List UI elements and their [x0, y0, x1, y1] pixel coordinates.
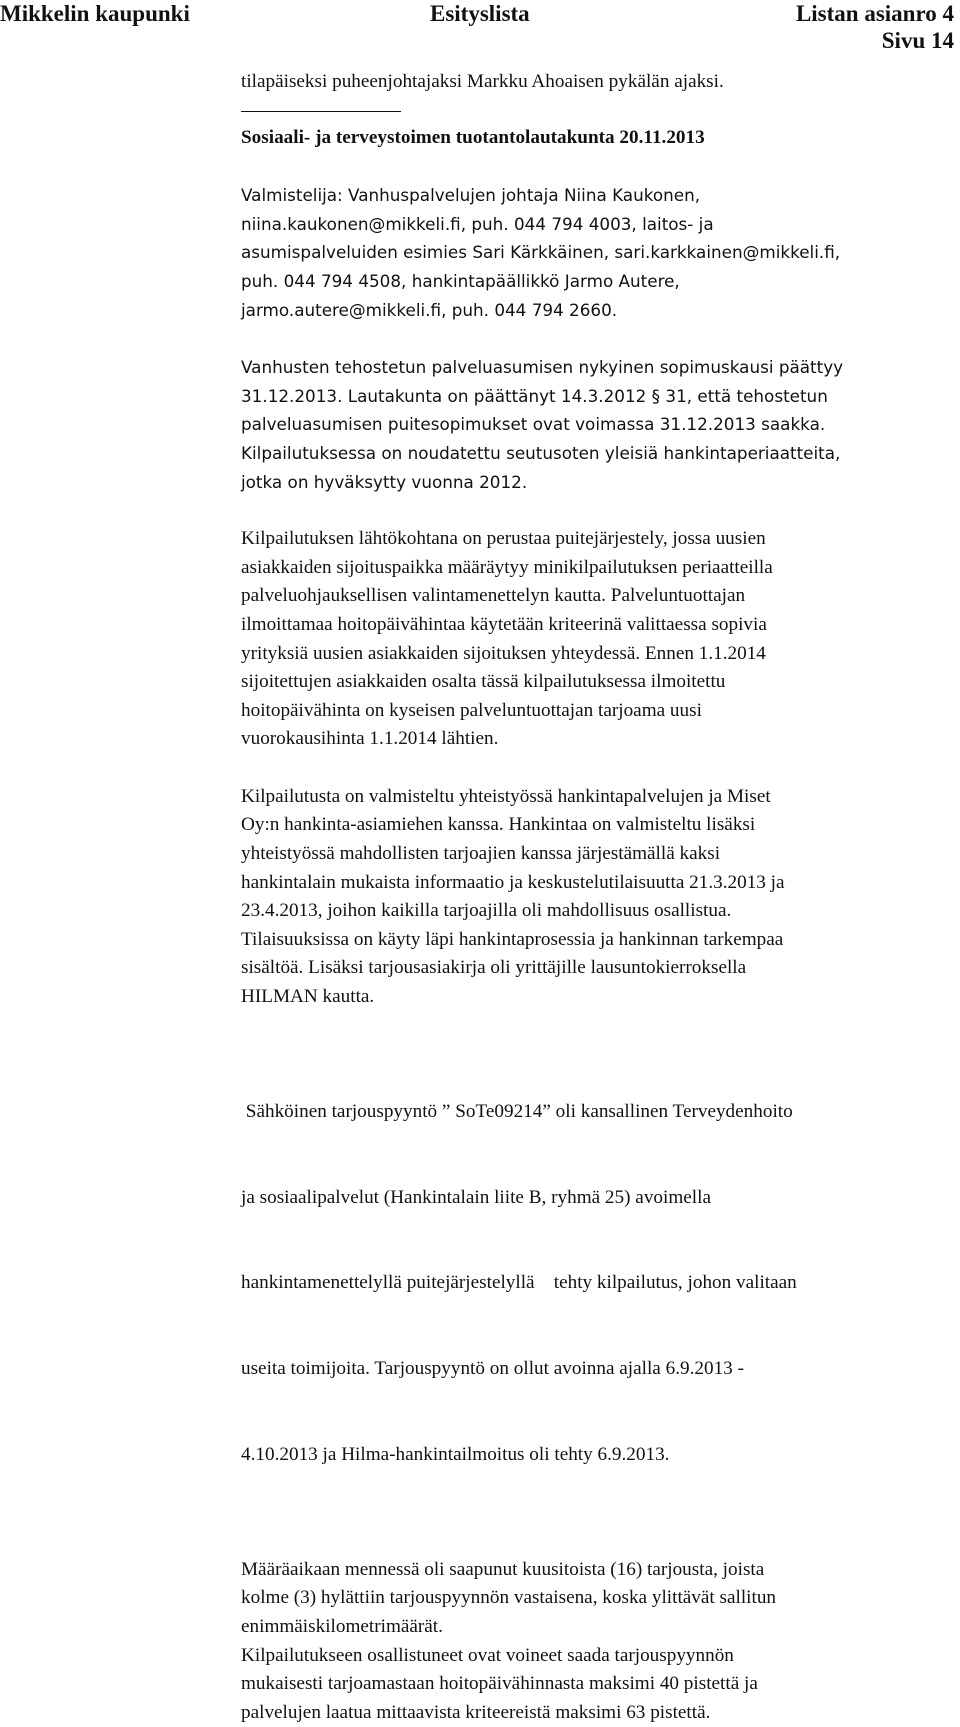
paragraph-tenders-received — [241, 1556, 946, 1727]
text-line: hankintamenettelyllä puitejärjestelyllä tehty kilpailutus, johon valitaan — [241, 1272, 797, 1294]
document-type: Esityslista — [430, 1, 530, 26]
page-header — [0, 0, 960, 62]
text-line: palveluohjauksellisen valintamenettelyn kautta. Palveluntuottajan — [241, 585, 746, 607]
text-line: sijoitettujen asiakkaiden osalta tässä kilpailutuksessa ilmoitettu — [241, 671, 726, 693]
text-line: hoitopäivähinta on kyseisen palveluntuottajan tarjoama uusi — [241, 699, 702, 721]
text-line: Kilpailutuksessa on noudatettu seutusoten yleisiä hankintaperiaatteita, — [241, 442, 841, 463]
organization-name: Mikkelin kaupunki — [0, 1, 190, 26]
text-line: sisältöä. Lisäksi tarjousasiakirja oli yrittäjille lausuntokierroksella — [241, 957, 747, 979]
paragraph-preparation — [241, 783, 946, 1012]
text-line: vuorokausihinta 1.1.2014 lähtien. — [241, 728, 499, 750]
text-line: enimmäiskilometrimäärät. — [241, 1615, 443, 1637]
text-line: Kilpailutukseen osallistuneet ovat voineet saada tarjouspyynnön — [241, 1644, 734, 1666]
text-line: 31.12.2013. Lautakunta on päättänyt 14.3.2012 § 31, että tehostetun — [241, 385, 828, 406]
text-line: yrityksiä uusien asiakkaiden sijoituksen yhteydessä. Ennen 1.1.2014 — [241, 642, 766, 664]
text-line: Tilaisuuksissa on käyty läpi hankintaprosessia ja hankinnan tarkempaa — [241, 928, 784, 950]
text-line: ja sosiaalipalvelut (Hankintalain liite B, ryhmä 25) avoimella — [241, 1186, 711, 1208]
text-line: hankintalain mukaista informaatio ja keskustelutilaisuutta 21.3.2013 ja — [241, 871, 785, 893]
page-number: Sivu 14 — [881, 28, 954, 53]
text-line: palveluasumisen puitesopimukset ovat voimassa 31.12.2013 saakka. — [241, 414, 826, 435]
text-line: asumispalveluiden esimies Sari Kärkkäinen, sari.karkkainen@mikkeli.fi, — [241, 242, 841, 263]
preparer-paragraph — [241, 181, 946, 324]
text-line: palvelujen laatua mittaavista kriteereistä maksimi 63 pistettä. — [241, 1701, 711, 1723]
section-divider — [241, 111, 401, 112]
text-line: niina.kaukonen@mikkeli.fi, puh. 044 794 4003, laitos- ja — [241, 213, 714, 234]
text-line: Vanhusten tehostetun palveluasumisen nykyinen sopimuskausi päättyy — [241, 357, 844, 378]
paragraph-framework — [241, 525, 946, 754]
paragraph-contract-period — [241, 353, 946, 496]
committee-heading: Sosiaali- ja terveystoimen tuotantolautakunta 20.11.2013 — [241, 126, 705, 148]
text-line: puh. 044 794 4508, hankintapäällikkö Jarmo Autere, — [241, 270, 680, 291]
text-line: mukaisesti tarjoamastaan hoitopäivähinnasta maksimi 40 pistettä ja — [241, 1673, 758, 1695]
text-line: Kilpailutuksen lähtökohtana on perustaa puitejärjestely, jossa uusien — [241, 528, 766, 550]
text-line: kolme (3) hylättiin tarjouspyynnön vastaisena, koska ylittävät sallitun — [241, 1587, 777, 1609]
document-body — [241, 68, 946, 1727]
text-line: Määräaikaan mennessä oli saapunut kuusitoista (16) tarjousta, joista — [241, 1558, 765, 1580]
paragraph-tender-request — [241, 1041, 946, 1527]
text-line: Valmistelija: Vanhuspalvelujen johtaja Niina Kaukonen, — [241, 185, 701, 206]
text-line: 23.4.2013, joihon kaikilla tarjoajilla oli mahdollisuus osallistua. — [241, 900, 732, 922]
text-line: HILMAN kautta. — [241, 986, 375, 1008]
text-line: 4.10.2013 ja Hilma-hankintailmoitus oli tehty 6.9.2013. — [241, 1443, 670, 1465]
agenda-item-number: Listan asianro 4 — [795, 1, 954, 26]
text-line: Kilpailutusta on valmisteltu yhteistyössä hankintapalvelujen ja Miset — [241, 785, 771, 807]
text-line: jotka on hyväksytty vuonna 2012. — [241, 471, 528, 492]
text-line: Sähköinen tarjouspyyntö ” SoTe09214” oli kansallinen Terveydenhoito — [241, 1100, 793, 1122]
text-line: asiakkaiden sijoituspaikka määräytyy minikilpailutuksen periaatteilla — [241, 556, 773, 578]
text-line: ilmoittamaa hoitopäivähintaa käytetään kriteerinä valittaessa sopivia — [241, 613, 767, 635]
text-line: Oy:n hankinta-asiamiehen kanssa. Hankintaa on valmisteltu lisäksi — [241, 814, 756, 836]
text-line: yhteistyössä mahdollisten tarjoajien kanssa järjestämällä kaksi — [241, 843, 721, 865]
intro-line: tilapäiseksi puheenjohtajaksi Markku Ahoaisen pykälän ajaksi. — [241, 71, 724, 92]
text-line: jarmo.autere@mikkeli.fi, puh. 044 794 2660. — [241, 299, 618, 320]
text-line: useita toimijoita. Tarjouspyyntö on ollut avoinna ajalla 6.9.2013 - — [241, 1358, 744, 1380]
